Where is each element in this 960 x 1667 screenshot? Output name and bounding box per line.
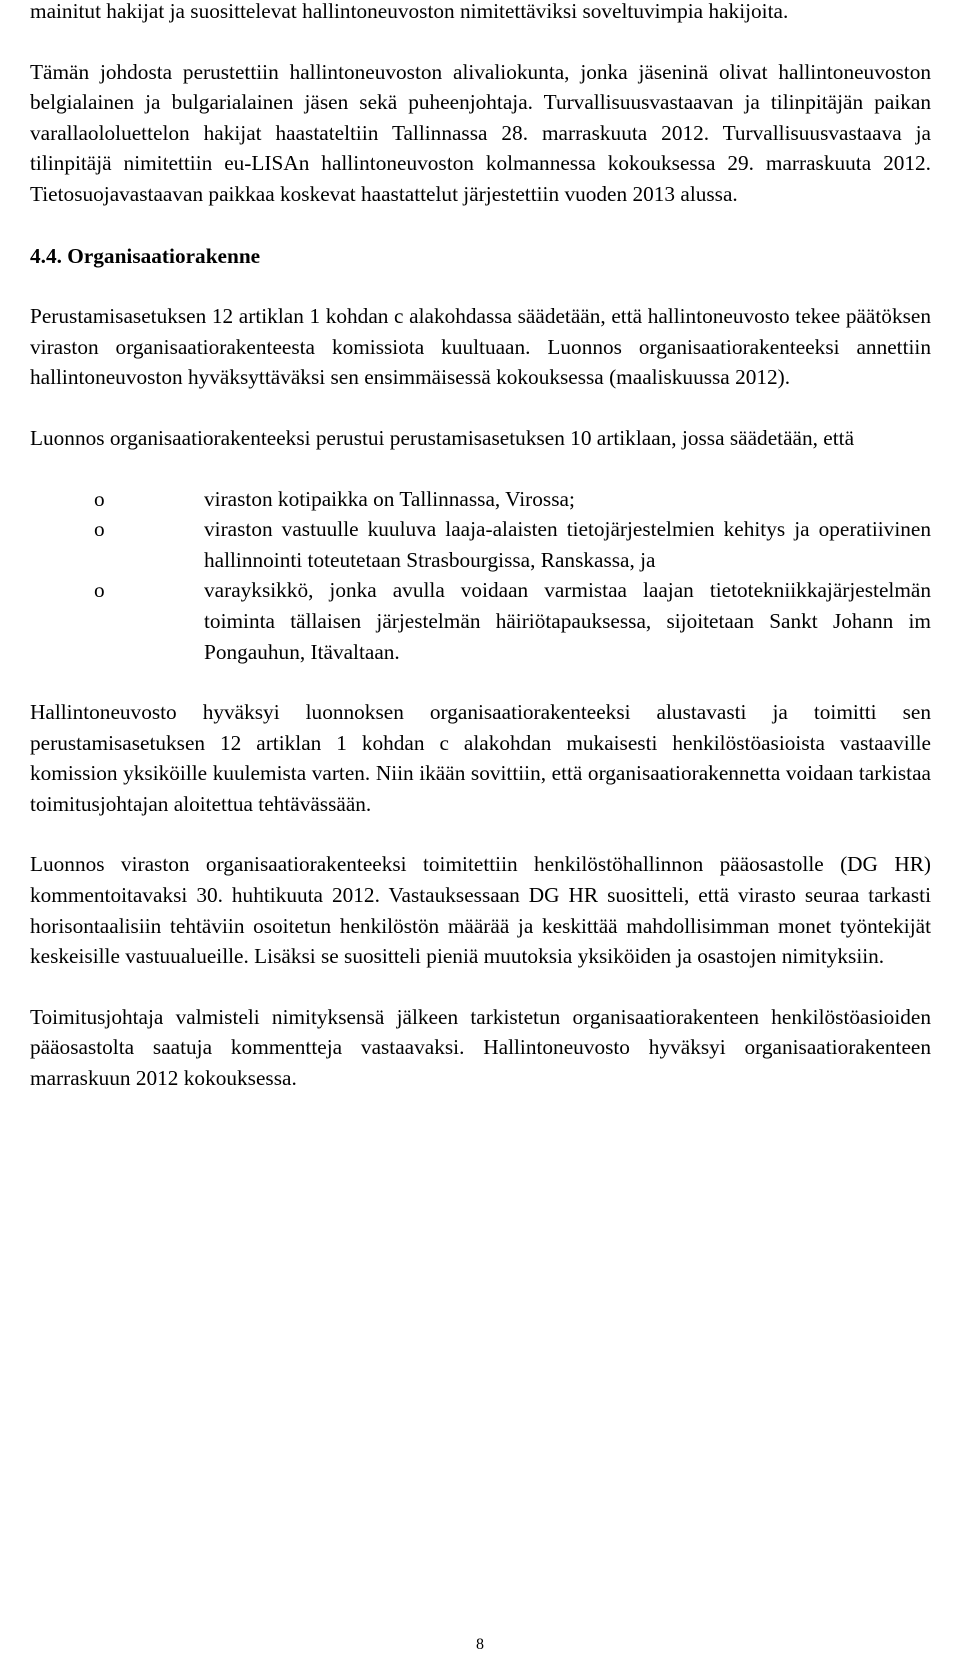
bullet-marker: o	[94, 578, 105, 603]
list-item	[30, 484, 931, 515]
list-item-text: varayksikkö, jonka avulla voidaan varmistaa laajan tietotekniikkajärjestelmän toiminta tällaisen järjestelmän häiriötapauksessa, sijoitetaan Sankt Johann im Pongauhun, Itävaltaan.	[204, 578, 931, 664]
list-item-text: viraston vastuulle kuuluva laaja-alaisten tietojärjestelmien kehitys ja operatiivinen hallinnointi toteutetaan Strasbourgissa, Ranskassa, ja	[204, 517, 931, 572]
paragraph-final-approval: Toimitusjohtaja valmisteli nimityksensä jälkeen tarkistetun organisaatiorakenteen henkilöstöasioiden pääosastolta saatuja kommentteja vastaavaksi. Hallintoneuvosto hyväksyi organisaatiorakenteen marraskuun 2012 kokouksessa.	[30, 1004, 931, 1091]
list-item-text: viraston kotipaikka on Tallinnassa, Virossa;	[204, 486, 575, 511]
page-body	[30, 0, 931, 1094]
list-item	[30, 514, 931, 575]
bullet-marker: o	[94, 486, 105, 511]
paragraph-subcommittee: Tämän johdosta perustettiin hallintoneuvoston alivaliokunta, jonka jäseninä olivat hallintoneuvoston belgialainen ja bulgarialainen jäsen sekä puheenjohtaja. Turvallisuusvastaavan ja tilinpitäjän paikan varallaololuettelon hakijat haastateltiin Tallinnassa 28. marraskuuta 2012. Turvallisuusvastaava ja tilinpitäjä nimitettiin eu-LISAn hallintoneuvoston kolmannessa kokouksessa 29. marraskuuta 2012. Tietosuojavastaavan paikkaa koskevat haastattelut järjestettiin vuoden 2013 alussa.	[30, 59, 931, 206]
paragraph-dg-hr-comments: Luonnos viraston organisaatiorakenteeksi toimitettiin henkilöstöhallinnon pääosastolle (DG HR) kommentoitavaksi 30. huhtikuuta 2012. Vastauksessaan DG HR suositteli, että virasto seuraa tarkasti horisontaalisiin tehtäviin osoitetun henkilöstön määrää ja keskittää mahdollisimman monet työntekijät keskeisille vastuualueille. Lisäksi se suositteli pieniä muutoksia yksiköiden ja osastojen nimityksiin.	[30, 852, 931, 969]
section-heading: 4.4. Organisaatiorakenne	[30, 243, 261, 268]
page-number: 8	[476, 1636, 484, 1653]
list-item	[30, 575, 931, 667]
location-list	[30, 484, 931, 668]
paragraph-continuation: mainitut hakijat ja suosittelevat hallintoneuvoston nimitettäviksi soveltuvimpia hakijoita.	[30, 0, 789, 23]
paragraph-provisional-approval: Hallintoneuvosto hyväksyi luonnoksen organisaatiorakenteeksi alustavasti ja toimitti sen perustamisasetuksen 12 artiklan 1 kohdan c alakohdan mukaisesti henkilöstöasioista vastaaville komission yksiköille kuulemista varten. Niin ikään sovittiin, että organisaatiorakennetta voidaan tarkistaa toimitusjohtajan aloitettua tehtävässään.	[30, 700, 931, 816]
paragraph-founding-regulation: Perustamisasetuksen 12 artiklan 1 kohdan c alakohdassa säädetään, että hallintoneuvosto tekee päätöksen viraston organisaatiorakenteesta komissiota kuultuaan. Luonnos organisaatiorakenteeksi annettiin hallintoneuvoston hyväksyttäväksi sen ensimmäisessä kokouksessa (maaliskuussa 2012).	[30, 304, 931, 390]
bullet-marker: o	[94, 517, 105, 542]
paragraph-article-10: Luonnos organisaatiorakenteeksi perustui perustamisasetuksen 10 artiklaan, jossa säädetään, että	[30, 425, 855, 450]
